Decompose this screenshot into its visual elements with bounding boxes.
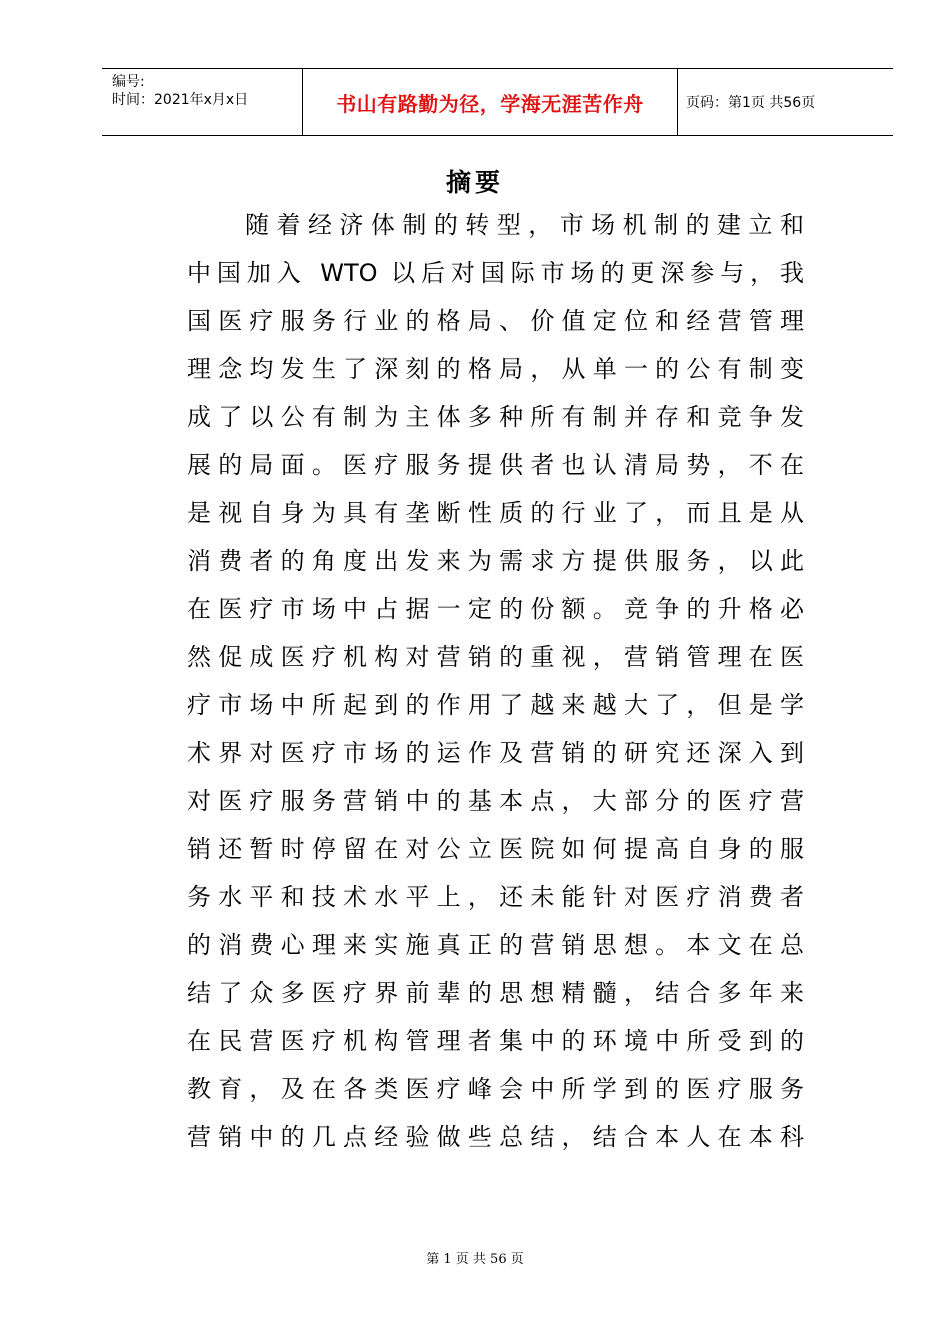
body-line: 消费者的角度出发来为需求方提供服务，以此 [187, 547, 804, 575]
header-page-cell [678, 69, 893, 135]
page-code: 页码：第1页 共56页 [686, 95, 816, 111]
time-label: 时间：2021年x月x日 [112, 92, 249, 108]
body-line: 疗市场中所起到的作用了越来越大了，但是学 [187, 691, 804, 719]
body-line: 随着经济体制的转型，市场机制的建立和 [245, 211, 804, 239]
body-line: 中国加入 WTO 以后对国际市场的更深参与，我 [187, 259, 804, 287]
body-line: 在医疗市场中占据一定的份额。竞争的升格必 [187, 595, 804, 623]
header-motto-cell [303, 69, 678, 135]
document-header [102, 68, 893, 136]
abstract-body [187, 201, 804, 1161]
body-line: 是视自身为具有垄断性质的行业了，而且是从 [187, 499, 804, 527]
header-meta-cell [102, 69, 303, 135]
page-footer: 第 1 页 共 56 页 [426, 1252, 524, 1267]
body-line: 务水平和技术水平上，还未能针对医疗消费者 [187, 883, 804, 911]
serial-label: 编号: [112, 74, 145, 90]
body-line: 然促成医疗机构对营销的重视，营销管理在医 [187, 643, 804, 671]
body-line: 的消费心理来实施真正的营销思想。本文在总 [187, 931, 804, 959]
body-line: 在民营医疗机构管理者集中的环境中所受到的 [187, 1027, 804, 1055]
body-line: 国医疗服务行业的格局、价值定位和经营管理 [187, 307, 804, 335]
body-line: 展的局面。医疗服务提供者也认清局势，不在 [187, 451, 804, 479]
motto-text: 书山有路勤为径，学海无涯苦作舟 [336, 91, 644, 116]
body-line: 理念均发生了深刻的格局，从单一的公有制变 [187, 355, 804, 383]
body-line: 教育，及在各类医疗峰会中所学到的医疗服务 [187, 1075, 804, 1103]
body-line: 结了众多医疗界前辈的思想精髓，结合多年来 [187, 979, 804, 1007]
body-line: 对医疗服务营销中的基本点，大部分的医疗营 [187, 787, 804, 815]
body-line: 术界对医疗市场的运作及营销的研究还深入到 [187, 739, 804, 767]
body-line: 销还暂时停留在对公立医院如何提高自身的服 [187, 835, 804, 863]
body-line: 成了以公有制为主体多种所有制并存和竞争发 [187, 403, 804, 431]
body-line: 营销中的几点经验做些总结，结合本人在本科 [187, 1123, 804, 1151]
page-title: 摘要 [445, 168, 504, 197]
